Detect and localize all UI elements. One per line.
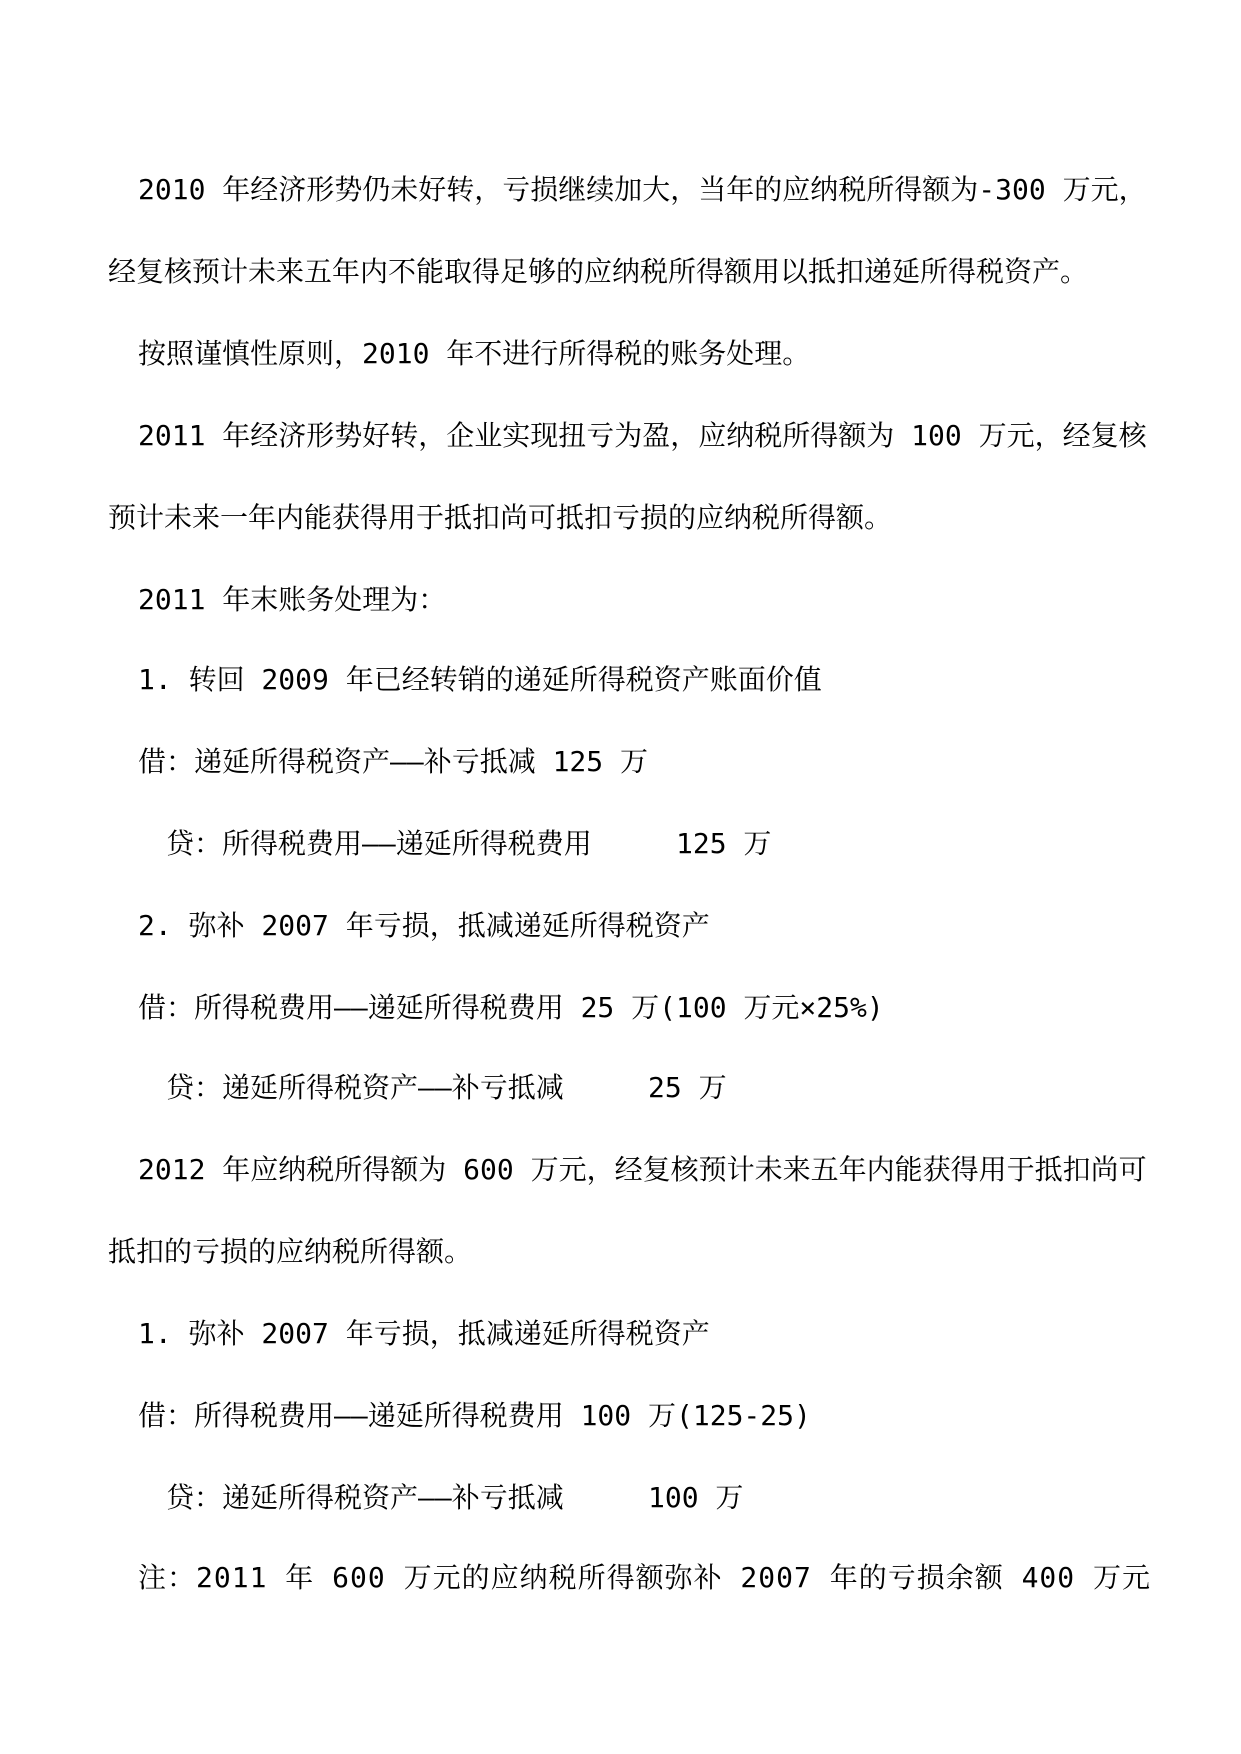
paragraph-2011-profit: 2011 年经济形势好转，企业实现扭亏为盈，应纳税所得额为 100 万元，经复核 — [138, 419, 1147, 452]
note-line: 注：2011 年 600 万元的应纳税所得额弥补 2007 年的亏损余额 400 万元 — [138, 1561, 1152, 1594]
list-item-offset-2007-loss: 2. 弥补 2007 年亏损，抵减递延所得税资产 — [138, 909, 710, 942]
paragraph-2011-profit-cont: 预计未来一年内能获得用于抵扣尚可抵扣亏损的应纳税所得额。 — [108, 501, 893, 534]
journal-debit-line: 借：所得税费用——递延所得税费用 100 万(125-25) — [138, 1399, 811, 1432]
journal-credit-line: 贷：所得税费用——递延所得税费用 125 万 — [166, 827, 772, 860]
paragraph-2010-loss-cont: 经复核预计未来五年内不能取得足够的应纳税所得额用以抵扣递延所得税资产。 — [108, 255, 1089, 288]
paragraph-2010-loss: 2010 年经济形势仍未好转，亏损继续加大，当年的应纳税所得额为-300 万元， — [138, 173, 1147, 206]
list-item-reverse-writeoff: 1. 转回 2009 年已经转销的递延所得税资产账面价值 — [138, 663, 822, 696]
heading-2011-entries: 2011 年末账务处理为： — [138, 583, 447, 616]
paragraph-2012-income: 2012 年应纳税所得额为 600 万元，经复核预计未来五年内能获得用于抵扣尚可 — [138, 1153, 1147, 1186]
paragraph-2012-income-cont: 抵扣的亏损的应纳税所得额。 — [108, 1235, 473, 1268]
journal-debit-line: 借：所得税费用——递延所得税费用 25 万(100 万元×25%) — [138, 991, 884, 1024]
list-item-offset-2007-loss: 1. 弥补 2007 年亏损，抵减递延所得税资产 — [138, 1317, 710, 1350]
journal-debit-line: 借：递延所得税资产——补亏抵减 125 万 — [138, 745, 649, 778]
journal-credit-line: 贷：递延所得税资产——补亏抵减 25 万 — [166, 1071, 727, 1104]
paragraph-prudence: 按照谨慎性原则，2010 年不进行所得税的账务处理。 — [138, 337, 811, 370]
journal-credit-line: 贷：递延所得税资产——补亏抵减 100 万 — [166, 1481, 744, 1514]
